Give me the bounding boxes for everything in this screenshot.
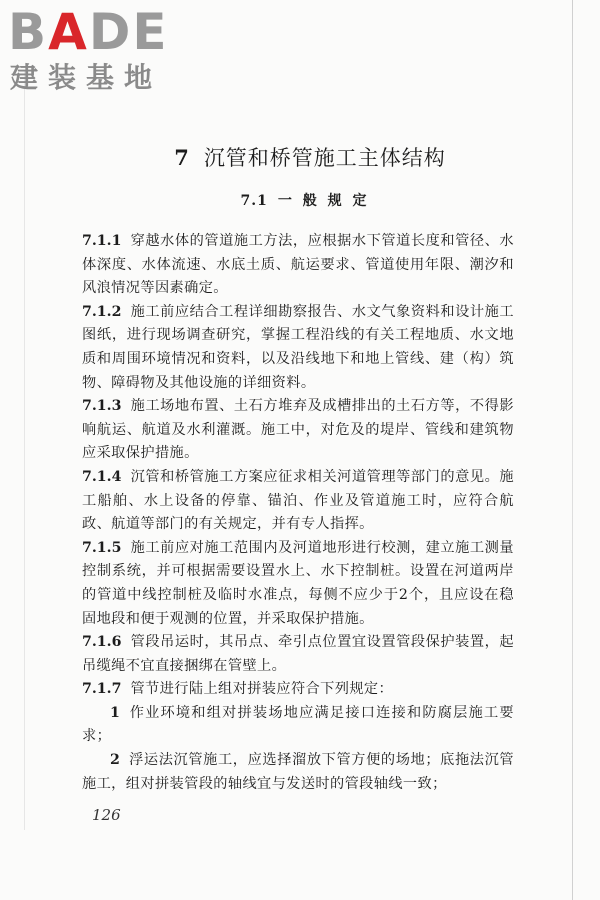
clause bbox=[82, 466, 514, 537]
watermark-logo bbox=[8, 4, 183, 99]
clause bbox=[82, 395, 514, 466]
clause-text: 施工场地布置、土石方堆弃及成槽排出的土石方等，不得影响航运、航道及水利灌溉。施工中，对危及的堤岸、管线和建筑物应采取保护措施。 bbox=[82, 398, 514, 462]
clause-number: 7.1.2 bbox=[82, 303, 122, 320]
clause-number: 7.1.5 bbox=[82, 539, 122, 556]
item-number: 1 bbox=[110, 704, 120, 721]
item-number: 2 bbox=[110, 752, 120, 769]
clause-number: 7.1.6 bbox=[82, 634, 122, 651]
logo-subtitle: 建装基地 bbox=[10, 61, 163, 94]
clause bbox=[82, 301, 514, 395]
clause-text: 穿越水体的管道施工方法，应根据水下管道长度和管径、水体深度、水体流速、水底土质、航运要求、管道使用年限、潮汐和风浪情况等因素确定。 bbox=[82, 233, 514, 297]
section-title-text: 一 般 规 定 bbox=[277, 193, 370, 209]
section-number: 7.1 bbox=[240, 193, 268, 209]
clause-text: 施工前应结合工程详细勘察报告、水文气象资料和设计施工图纸，进行现场调查研究，掌握工程沿线的有关工程地质、水文地质和周围环境情况和资料，以及沿线地下和地上管线、建（构）筑物、障碍物及其他设施的详细资料。 bbox=[82, 303, 514, 391]
section-title bbox=[0, 190, 600, 210]
clause-text: 沉管和桥管施工方案应征求相关河道管理等部门的意见。施工船舶、水上设备的停靠、锚泊、作业及管道施工时，应符合航政、航道等部门的有关规定，并有专人指挥。 bbox=[82, 468, 514, 533]
page-edge-left bbox=[24, 70, 25, 830]
chapter-title bbox=[0, 142, 600, 172]
clause-number: 7.1.1 bbox=[82, 233, 122, 249]
clause bbox=[82, 678, 514, 702]
clause-number: 7.1.4 bbox=[82, 468, 122, 485]
page-number: 126 bbox=[92, 806, 121, 824]
document-body bbox=[82, 230, 514, 796]
clause-number: 7.1.7 bbox=[82, 681, 122, 698]
clause-text: 施工前应对施工范围内及河道地形进行校测，建立施工测量控制系统，并可根据需要设置水上、水下控制桩。设置在河道两岸的管道中线控制桩及临时水准点，每侧不应少于2个，且应设在稳固地段和便于观测的位置，并采取保护措施。 bbox=[82, 539, 514, 627]
page-edge-right bbox=[572, 0, 573, 900]
clause-number: 7.1.3 bbox=[82, 398, 122, 415]
list-item bbox=[82, 749, 514, 796]
item-text: 浮运法沉管施工，应选择溜放下管方便的场地；底拖法沉管施工，组对拼装管段的轴线宜与发送时的管段轴线一致； bbox=[82, 752, 514, 792]
chapter-title-text: 沉管和桥管施工主体结构 bbox=[203, 146, 446, 170]
clause-text: 管段吊运时，其吊点、牵引点位置宜设置管段保护装置，起吊缆绳不宜直接捆绑在管壁上。 bbox=[82, 634, 514, 674]
clause bbox=[82, 230, 514, 301]
list-item bbox=[82, 702, 514, 749]
clause bbox=[82, 537, 514, 631]
item-text: 作业环境和组对拼装场地应满足接口连接和防腐层施工要求； bbox=[82, 704, 514, 745]
clause-text: 管节进行陆上组对拼装应符合下列规定： bbox=[130, 681, 394, 698]
clause bbox=[82, 631, 514, 678]
chapter-number: 7 bbox=[174, 145, 190, 170]
logo-wordmark: BADE bbox=[8, 3, 169, 61]
